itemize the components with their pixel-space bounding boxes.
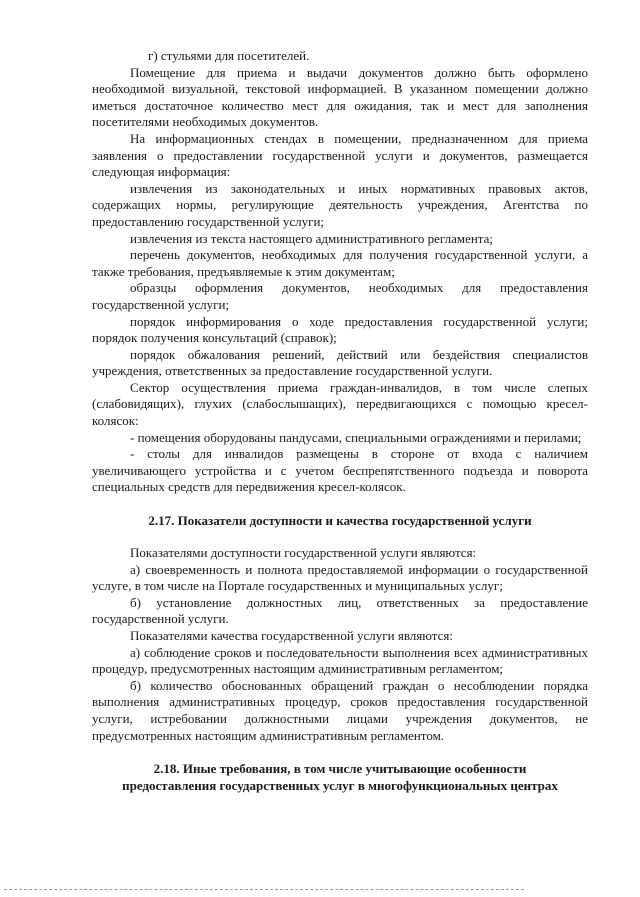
paragraph: Показателями доступности государственной услуги являются: [130,545,477,561]
paragraph: б) установление должностных лиц, ответственных за предоставление государственной услуги. [92,594,588,627]
paragraph: Показателями качества государственной услуги являются: [130,628,453,643]
document-page [92,48,588,794]
paragraph: г) стульями для посетителей. [148,48,310,63]
paragraph: образцы оформления документов, необходимых для предоставления государственной услуги; [92,280,588,312]
section-heading-2-17: 2.17. Показатели доступности и качества государственной услуги [148,513,532,529]
paragraph: - столы для инвалидов размещены в стороне от входа с наличием увеличивающего устройства и с учетом беспрепятственного подъезда и поворота специальных средств для передвижения кресел-колясок. [92,446,588,495]
paragraph: перечень документов, необходимых для получения государственной услуги, а также требования, предъявляемые к этим документам; [92,247,588,279]
paragraphs-top [92,48,588,496]
paragraph: - помещения оборудованы пандусами, специальными ограждениями и перилами; [130,429,582,445]
section-heading-2-18 [92,760,588,794]
paragraph: а) соблюдение сроков и последовательности выполнения всех административных процедур, предусмотренных настоящим административным регламентом; [92,644,588,677]
paragraph: извлечения из текста настоящего административного регламента; [130,230,494,246]
paragraph: порядок информирования о ходе предоставления государственной услуги; порядок получения консультаций (справок); [92,313,588,346]
paragraph: порядок обжалования решений, действий или бездействия специалистов учреждения, ответственных за предоставление государственной услуги. [92,346,588,379]
paragraph: На информационных стендах в помещении, предназначенном для приема заявления о предоставлении государственной услуги и документов, размещается следующая информация: [92,130,588,180]
paragraph: извлечения из законодательных и иных нормативных правовых актов, содержащих нормы, регулирующие деятельность учреждения, Агентства по предоставлению государственной услуги; [92,180,588,229]
paragraphs-2-17 [92,545,588,744]
paragraph: Сектор осуществления приема граждан-инвалидов, в том числе слепых (слабовидящих), глухих (слабослышащих), передвигающихся с помощью кресел-колясок: [92,379,588,429]
footer-divider [4,889,524,890]
paragraph: а) своевременность и полнота предоставляемой информации о государственной услуге, в том числе на Портале государственных и муниципальных услуг; [92,561,588,594]
paragraph: б) количество обоснованных обращений граждан о несоблюдении порядка выполнения административных процедур, сроков предоставления государственной услуги, истребовании должностными лицами учреждения документов, не предусмотренных настоящим административным регламентом. [92,677,588,743]
heading-line: предоставления государственных услуг в многофункциональных центрах [122,778,558,794]
heading-line: 2.18. Иные требования, в том числе учитывающие особенности [153,761,527,777]
paragraph: Помещение для приема и выдачи документов должно быть оформлено необходимой визуальной, текстовой информацией. В указанном помещении должно иметься достаточное количество мест для ожидания, так и мест для заполнения посетителями необходимых документов. [92,64,588,130]
